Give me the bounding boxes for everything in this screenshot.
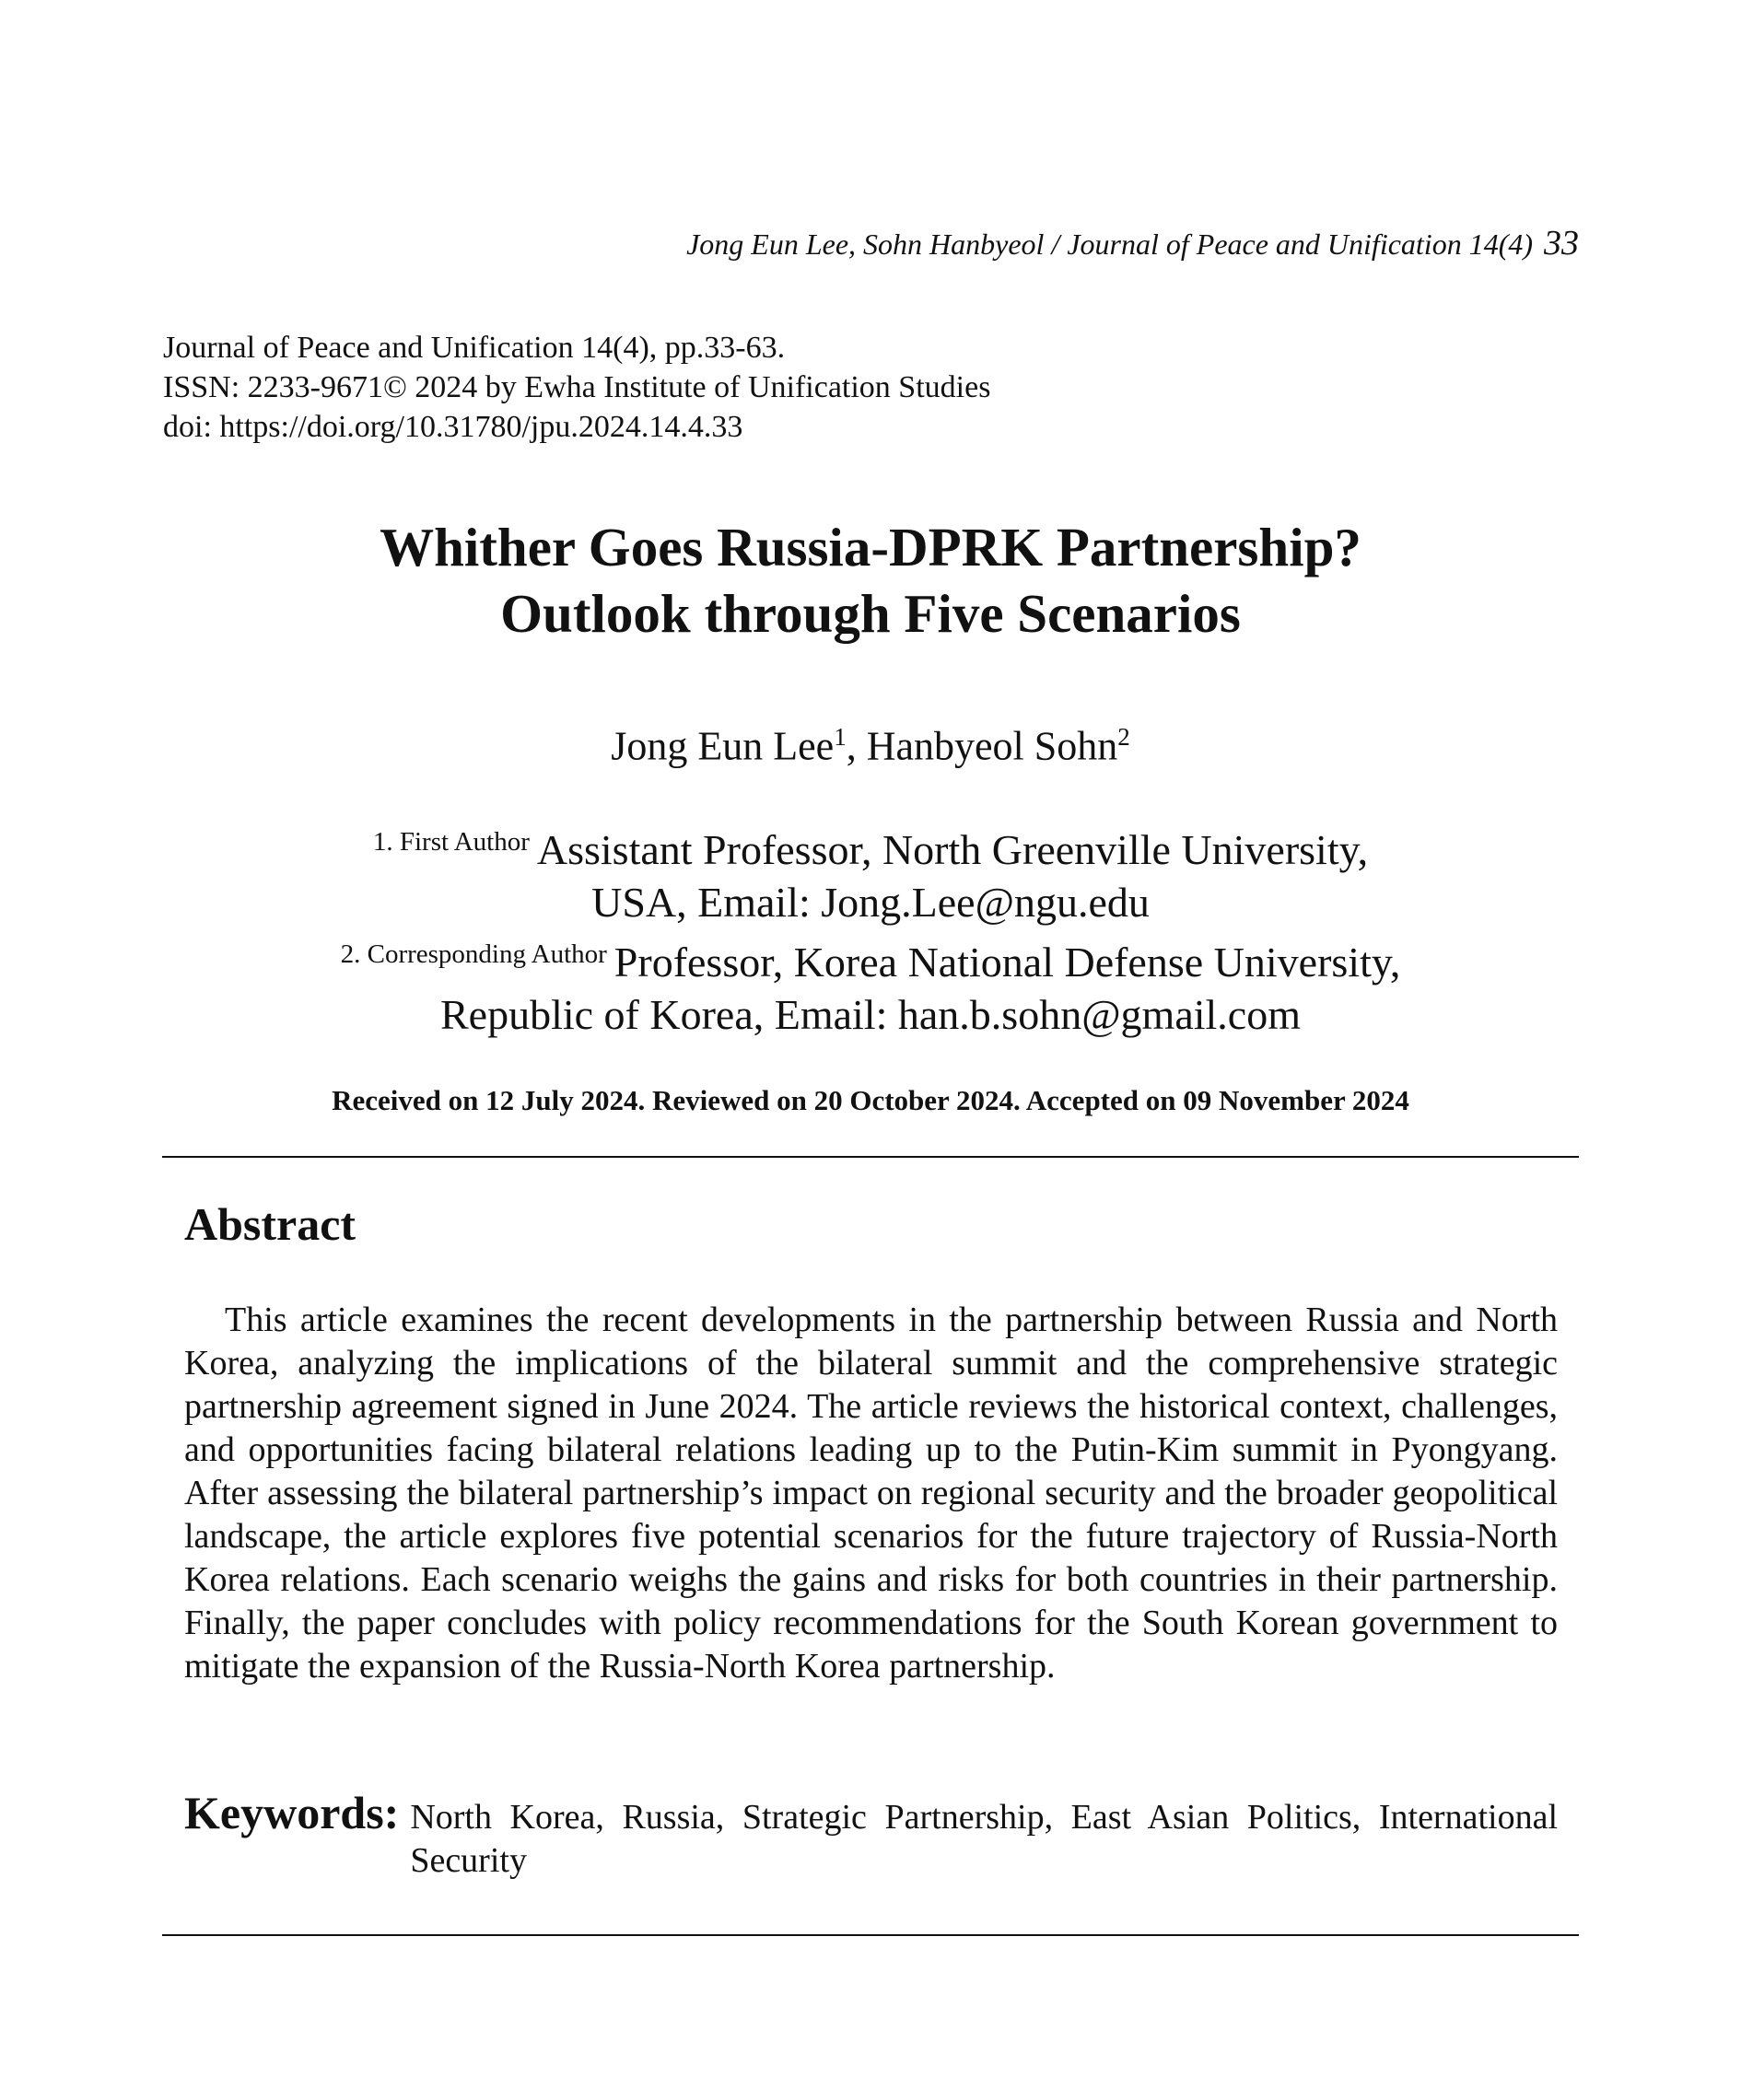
keywords-text: North Korea, Russia, Strategic Partnership, East Asian Politics, International Security: [410, 1798, 1558, 1880]
publication-info: [163, 328, 990, 447]
journal-citation: Journal of Peace and Unification 14(4), pp.33-63.: [163, 331, 786, 365]
paper-title: [0, 514, 1741, 647]
affiliation-1-line-2: USA, Email: Jong.Lee@ngu.edu: [591, 879, 1150, 926]
author-separator: ,: [846, 723, 867, 769]
affiliation-2-label: 2. Corresponding Author: [340, 939, 607, 969]
affiliation-1-line-1: Assistant Professor, North Greenville University,: [536, 826, 1369, 873]
affiliation-2-line-2: Republic of Korea, Email: han.b.sohn@gmail.com: [439, 991, 1302, 1038]
issn-line: ISSN: 2233-9671© 2024 by Ewha Institute of Unification Studies: [163, 370, 991, 404]
affiliation-2: [0, 928, 1741, 988]
keywords-label: Keywords:: [184, 1787, 400, 1838]
affiliation-1: [0, 816, 1741, 876]
affiliation-2-line-1: Professor, Korea National Defense University,: [613, 939, 1401, 986]
running-title: Jong Eun Lee, Sohn Hanbyeol / Journal of Peace and Unification 14(4): [686, 228, 1533, 261]
author-1-marker: 1: [834, 723, 847, 751]
doi-line: doi: https://doi.org/10.31780/jpu.2024.14.4.33: [163, 410, 743, 444]
divider-top: [162, 1156, 1579, 1158]
page-number: 33: [1544, 224, 1579, 262]
affiliations: [0, 816, 1741, 1041]
divider-bottom: [162, 1934, 1579, 1936]
author-2: Hanbyeol Sohn: [866, 723, 1118, 769]
title-line-1: Whither Goes Russia-DPRK Partnership?: [380, 517, 1361, 578]
abstract-body: This article examines the recent developments in the partnership between Russia and North Korea, analyzing the implications of the bilateral summit and the comprehensive strategic partnership agreement signed in June 2024. The article reviews the historical context, challenges, and opportunities facing bilateral relations leading up to the Putin-Kim summit in Pyongyang. After assessing the bilateral partnership’s impact on regional security and the broader geopolitical landscape, the article explores five potential scenarios for the future trajectory of Russia-North Korea relations. Each scenario weighs the gains and risks for both countries in their partnership. Finally, the paper concludes with policy recommendations for the South Korean government to mitigate the expansion of the Russia-North Korea partnership.: [184, 1301, 1558, 1686]
running-header: [686, 223, 1579, 263]
submission-dates: Received on 12 July 2024. Reviewed on 20 October 2024. Accepted on 09 November 2024: [332, 1084, 1409, 1116]
author-1: Jong Eun Lee: [611, 723, 835, 769]
author-list: [0, 711, 1741, 773]
abstract-heading: Abstract: [184, 1198, 356, 1250]
keywords: [184, 1787, 1558, 1883]
title-line-2: Outlook through Five Scenarios: [500, 583, 1241, 644]
author-2-marker: 2: [1117, 723, 1130, 751]
affiliation-1-label: 1. First Author: [372, 827, 530, 857]
